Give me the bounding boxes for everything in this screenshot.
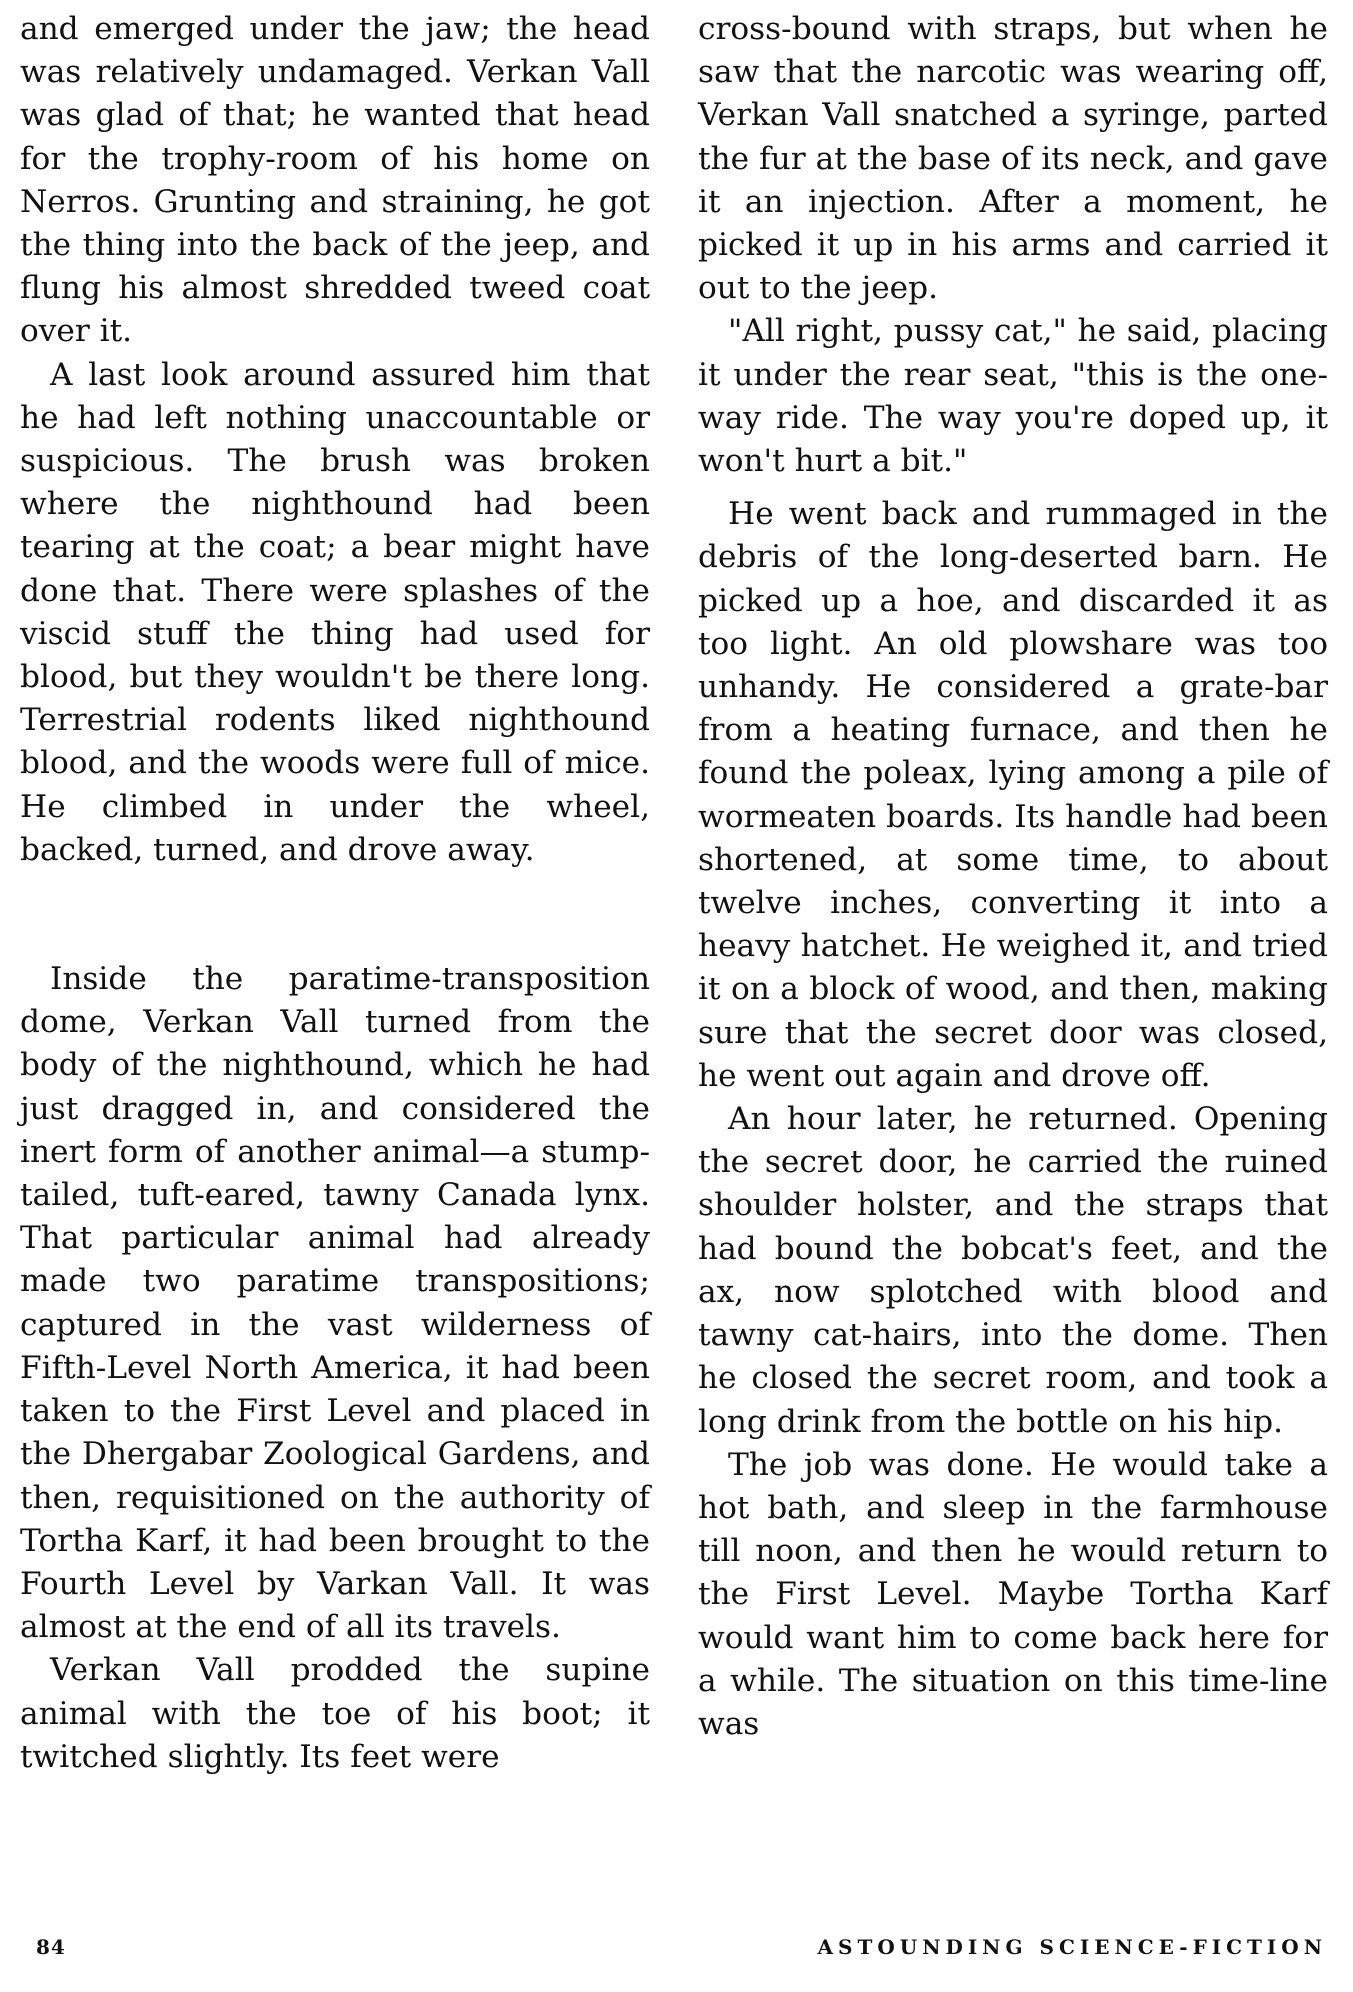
- page-number: 84: [36, 1935, 66, 1959]
- right-column: [698, 8, 1328, 1746]
- paragraph: cross-bound with straps, but when he saw that the narcotic was wearing off, Verkan Vall snatched a syringe, parted the fur at the base of its neck, and gave it an injection. After a moment, he picked it up in his arms and carried it out to the jeep.: [698, 11, 1328, 307]
- running-head: ASTOUNDING SCIENCE-FICTION: [817, 1935, 1327, 1959]
- paragraph: The job was done. He would take a hot bath, and sleep in the farmhouse till noon, and then he would return to the First Level. Maybe Tortha Karf would want him to come back here for a while. The situation on this time-line was: [698, 1446, 1328, 1742]
- left-column: [20, 8, 650, 1779]
- paragraph: He went back and rummaged in the debris of the long-deserted barn. He picked up a hoe, and discarded it as too light. An old plowshare was too unhandy. He considered a grate-bar from a heating furnace, and then he found the poleax, lying among a pile of wormeaten boards. Its handle had been shortened, at some time, to about twelve inches, converting it into a heavy hatchet. He weighed it, and tried it on a block of wood, and then, making sure that the secret door was closed, he went out again and drove off.: [698, 496, 1328, 1094]
- paragraph: A last look around assured him that he had left nothing unaccountable or suspicious. The brush was broken where the nighthound had been tearing at the coat; a bear might have done that. There were splashes of the viscid stuff the thing had used for blood, but they wouldn't be there long. Terrestrial rodents liked nighthound blood, and the woods were full of mice. He climbed in under the wheel, backed, turned, and drove away.: [20, 356, 650, 868]
- paragraph: An hour later, he returned. Opening the secret door, he carried the ruined shoulder holster, and the straps that had bound the bobcat's feet, and the ax, now splotched with blood and tawny cat-hairs, into the dome. Then he closed the secret room, and took a long drink from the bottle on his hip.: [698, 1101, 1328, 1440]
- page-footer: [20, 1935, 1333, 1975]
- paragraph: and emerged under the jaw; the head was relatively undamaged. Verkan Vall was glad of that; he wanted that head for the trophy-room of his home on Nerros. Grunting and straining, he got the thing into the back of the jeep, and flung his almost shredded tweed coat over it.: [20, 11, 650, 350]
- paragraph: Inside the paratime-transposition dome, Verkan Vall turned from the body of the nighthound, which he had just dragged in, and considered the inert form of another animal—a stump-tailed, tuft-eared, tawny Canada lynx. That particular animal had already made two paratime transpositions; captured in the vast wilderness of Fifth-Level North America, it had been taken to the First Level and placed in the Dhergabar Zoological Gardens, and then, requisitioned on the authority of Tortha Karf, it had been brought to the Fourth Level by Varkan Vall. It was almost at the end of all its travels.: [20, 961, 650, 1646]
- section-break: [20, 872, 650, 958]
- paragraph: Verkan Vall prodded the supine animal with the toe of his boot; it twitched slightly. Its feet were: [20, 1652, 650, 1775]
- paragraph: "All right, pussy cat," he said, placing it under the rear seat, "this is the one-way ride. The way you're doped up, it won't hurt a bit.": [698, 313, 1328, 480]
